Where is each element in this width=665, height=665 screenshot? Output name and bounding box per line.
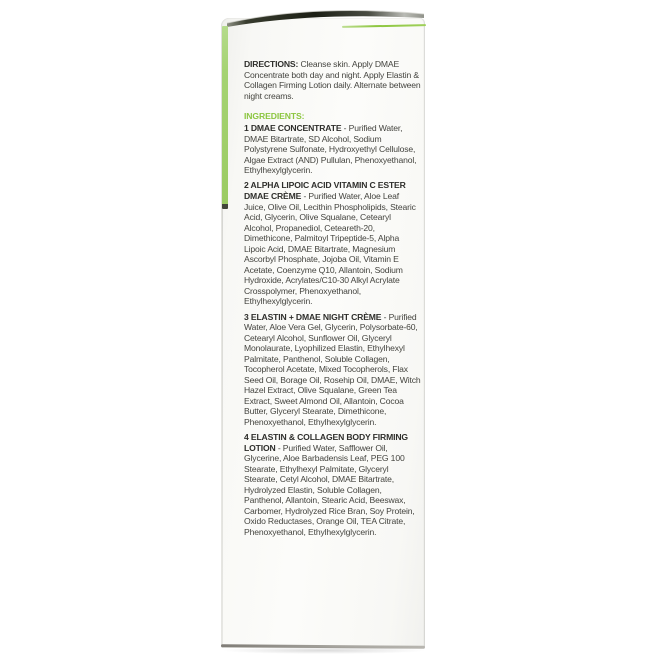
section-label: 3 ELASTIN + DMAE NIGHT CRÈME: [244, 311, 382, 322]
ingredient-section-1: [244, 123, 421, 176]
section-label: 1 DMAE CONCENTRATE: [244, 123, 342, 134]
green-accent-stripe: [222, 26, 228, 204]
section-label: 2 ALPHA LIPOIC ACID VITAMIN C ESTER DMAE CRÈME: [244, 180, 406, 202]
directions-text: Cleanse skin. Apply DMAE Concentrate both day and night. Apply Elastin & Collagen Firming Lotion daily. Alternate between night creams.: [244, 59, 421, 101]
box-left-edge: [222, 209, 224, 645]
panel-text: [244, 59, 421, 542]
ingredient-section-2: [244, 180, 421, 307]
section-body: - Purified Water, DMAE Bitartrate, SD Alcohol, Sodium Polystyrene Sulfonate, Hydroxyethyl Cellulose, Algae Extract (AND) Pullulan, Phenoxyethanol, Ethylhexylglycerin.: [244, 123, 417, 176]
directions-label: DIRECTIONS:: [244, 59, 299, 69]
box-bottom-shadow: [224, 647, 424, 654]
directions-paragraph: [244, 59, 421, 101]
section-body: - Purified Water, Aloe Vera Gel, Glycerin, Polysorbate-60, Cetearyl Alcohol, Sunflower Oil, Glyceryl Monolaurate, Lyophilized Elastin, Ethylhexyl Palmitate, Panthenol, Soluble Collagen, Tocopherol Acetate, Mixed Tocopherols, Flax Seed Oil, Borage Oil, Rosehip Oil, DMAE, Witch Hazel Extract, Olive Squalane, Green Tea Extract, Sweet Almond Oil, Allantoin, Cocoa Butter, Glyceryl Stearate, Dimethicone, Phenoxyethanol, Ethylhexylglycerin.: [244, 311, 421, 427]
ingredient-section-3: [244, 312, 421, 428]
ingredients-heading: INGREDIENTS:: [244, 111, 305, 122]
ingredient-section-4: [244, 432, 421, 537]
section-label: 4 ELASTIN & COLLAGEN BODY FIRMING LOTION: [244, 432, 408, 453]
section-body: - Purified Water, Safflower Oil, Glycerine, Aloe Barbadensis Leaf, PEG 100 Stearate, Ethylhexyl Palmitate, Glyceryl Stearate, Cetyl Alcohol, DMAE Bitartrate, Hydrolyzed Elastin, Soluble Collagen, Panthenol, Allantoin, Stearic Acid, Beeswax, Carbomer, Hydrolyzed Rice Bran, Soy Protein, Oxido Reductases, Orange Oil, TEA Citrate, Phenoxyethanol, Ethylhexylglycerin.: [244, 442, 415, 537]
box-top-edge: [219, 2, 429, 32]
section-body: - Purified Water, Aloe Leaf Juice, Olive Oil, Lecithin Phospholipids, Stearic Acid, Glycerin, Olive Squalane, Cetearyl Alcohol, Propanediol, Ceteareth-20, Dimethicone, Palmitoyl Tripeptide-5, Alpha Lipoic Acid, DMAE Bitartrate, Magnesium Ascorbyl Phosphate, Jojoba Oil, Vitamin E Acetate, Coenzyme Q10, Allantoin, Sodium Hydroxide, Acrylates/C10-30 Alkyl Acrylate Crosspolymer, Phenoxyethanol, Ethylhexylglycerin.: [244, 191, 416, 307]
